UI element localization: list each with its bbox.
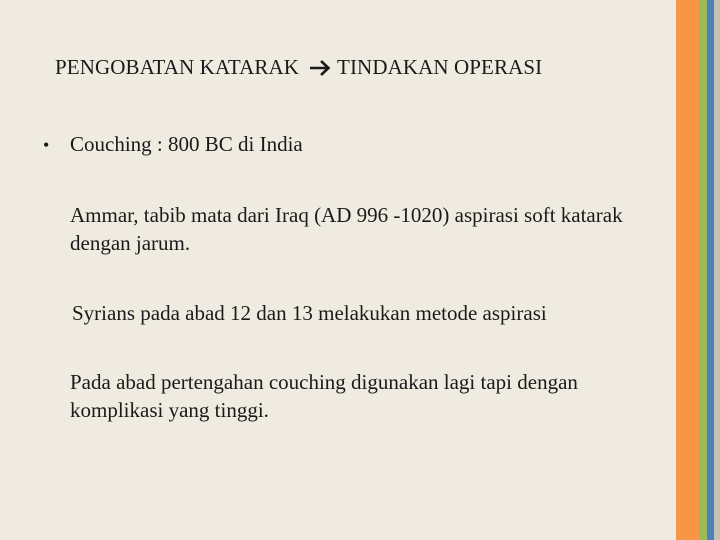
decorative-stripe-blue bbox=[707, 0, 714, 540]
paragraph-ammar: Ammar, tabib mata dari Iraq (AD 996 -1020) aspirasi soft katarak dengan jarum. bbox=[70, 203, 623, 255]
arrow-right-icon bbox=[309, 58, 331, 83]
decorative-stripe-orange bbox=[676, 0, 699, 540]
decorative-stripe-gray bbox=[714, 0, 720, 540]
bullet-text: Couching : 800 BC di India bbox=[70, 132, 303, 156]
bullet-dot: • bbox=[43, 135, 50, 155]
title-left-text: PENGOBATAN KATARAK bbox=[55, 55, 300, 79]
slide-title bbox=[55, 55, 542, 83]
paragraph-pertengahan: Pada abad pertengahan couching digunakan lagi tapi dengan komplikasi yang tinggi. bbox=[70, 370, 578, 422]
paragraph-syrians: Syrians pada abad 12 dan 13 melakukan metode aspirasi bbox=[72, 301, 547, 325]
bullet-item bbox=[43, 132, 303, 157]
title-right-text: TINDAKAN OPERASI bbox=[337, 55, 543, 79]
decorative-stripe-green bbox=[699, 0, 707, 540]
